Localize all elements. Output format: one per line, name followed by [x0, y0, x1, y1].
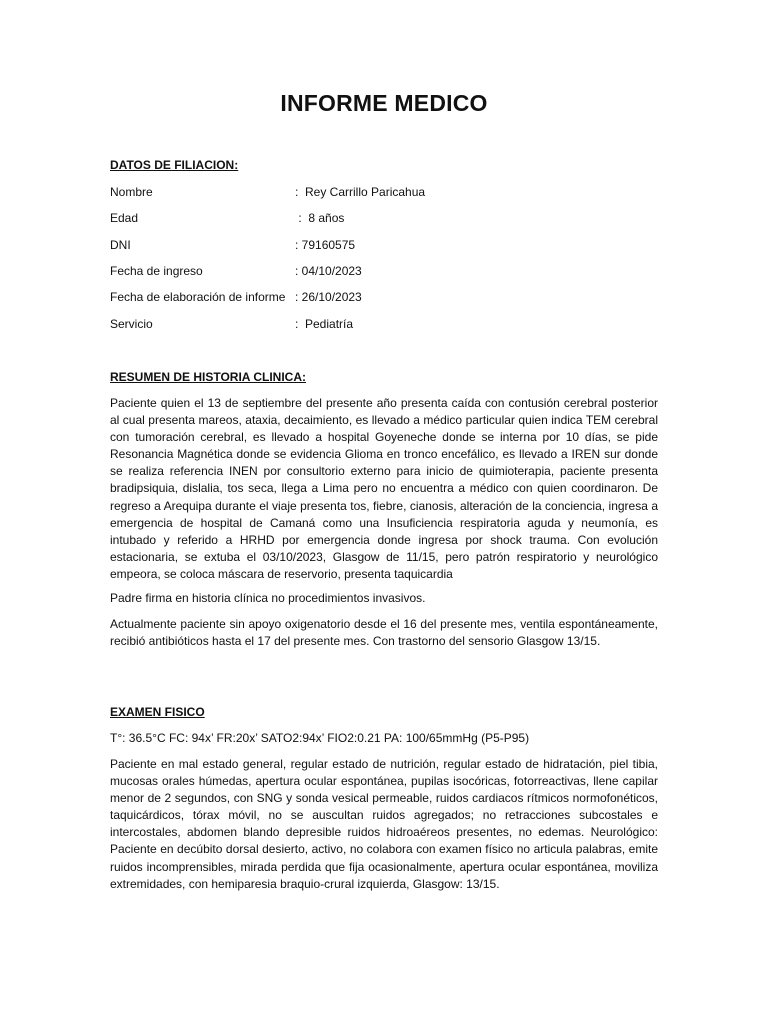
- field-value: : 04/10/2023: [295, 264, 362, 278]
- field-label: Fecha de ingreso: [110, 264, 203, 278]
- resumen-paragraph-2: Padre firma en historia clínica no procedimientos invasivos.: [110, 591, 426, 605]
- resumen-paragraph-3: Actualmente paciente sin apoyo oxigenatorio desde el 16 del presente mes, ventila espontáneamente, recibió antibióticos hasta el 17 del presente mes. Con trastorno del sensorio Glasgow 13/15.: [110, 617, 658, 649]
- filiacion-heading: DATOS DE FILIACION:: [110, 158, 239, 172]
- field-label: Nombre: [110, 185, 153, 199]
- field-label: Edad: [110, 211, 139, 225]
- examen-heading: EXAMEN FISICO: [110, 705, 205, 719]
- field-value: : Pediatría: [295, 317, 354, 331]
- document-title: INFORME MEDICO: [280, 90, 488, 116]
- resumen-paragraph-1: Paciente quien el 13 de septiembre del presente año presenta caída con contusión cerebral posterior al cual presenta mareos, ataxia, decaimiento, es llevado a médico particular quien indica TEM cerebral con tumoración cerebral, es llevado a hospital Goyeneche donde se interna por 10 días, se pide Resonancia Magnética donde se evidencia Glioma en tronco encefálico, es llevado a IREN sur donde se realiza referencia INEN por consultorio externo para inicio de quimioterapia, paciente presenta bradipsiquia, dislalia, tos seca, llega a Lima pero no encuentra a médico con quien coordinaron. De regreso a Arequipa durante el viaje presenta tos, fiebre, cianosis, alteración de la conciencia, ingresa a emergencia de hospital de Camaná como una Insuficiencia respiratoria aguda y neumonía, es intubado y referido a HRHD por emergencia donde ingresa por shock trauma. Con evolución estacionaria, se extuba el 03/10/2023, Glasgow de 11/15, pero patrón respiratorio y neurológico empeora, se coloca máscara de reservorio, presenta taquicardia: [110, 396, 658, 581]
- field-value: : 8 años: [295, 211, 345, 225]
- field-label: Servicio: [110, 317, 153, 331]
- field-label: DNI: [110, 238, 131, 252]
- resumen-heading: RESUMEN DE HISTORIA CLINICA:: [110, 370, 307, 384]
- field-label: Fecha de elaboración de informe: [110, 290, 286, 304]
- field-value: : Rey Carrillo Paricahua: [295, 185, 426, 199]
- field-value: : 79160575: [295, 238, 356, 252]
- field-value: : 26/10/2023: [295, 290, 362, 304]
- examen-paragraph: Paciente en mal estado general, regular estado de nutrición, regular estado de hidratación, piel tibia, mucosas orales húmedas, apertura ocular espontánea, pupilas isocóricas, fotorreactivas, llene capilar menor de 2 segundos, con SNG y sonda vesical permeable, ruidos cardiacos rítmicos normofonéticos, taquicárdicos, tórax móvil, no se auscultan ruidos agregados; no retracciones subcostales e intercostales, abdomen blando depresible ruidos hidroaéreos presentes, no edemas. Neurológico: Paciente en decúbito dorsal desierto, activo, no colabora con examen físico no articula palabras, emite ruidos incomprensibles, mirada perdida que fija ocasionalmente, apertura ocular espontánea, moviliza extremidades, con hemiparesia braquio-crural izquierda, Glasgow: 13/15.: [110, 757, 658, 891]
- vital-signs: T°: 36.5°C FC: 94x’ FR:20x’ SATO2:94x’ FIO2:0.21 PA: 100/65mmHg (P5-P95): [110, 731, 530, 745]
